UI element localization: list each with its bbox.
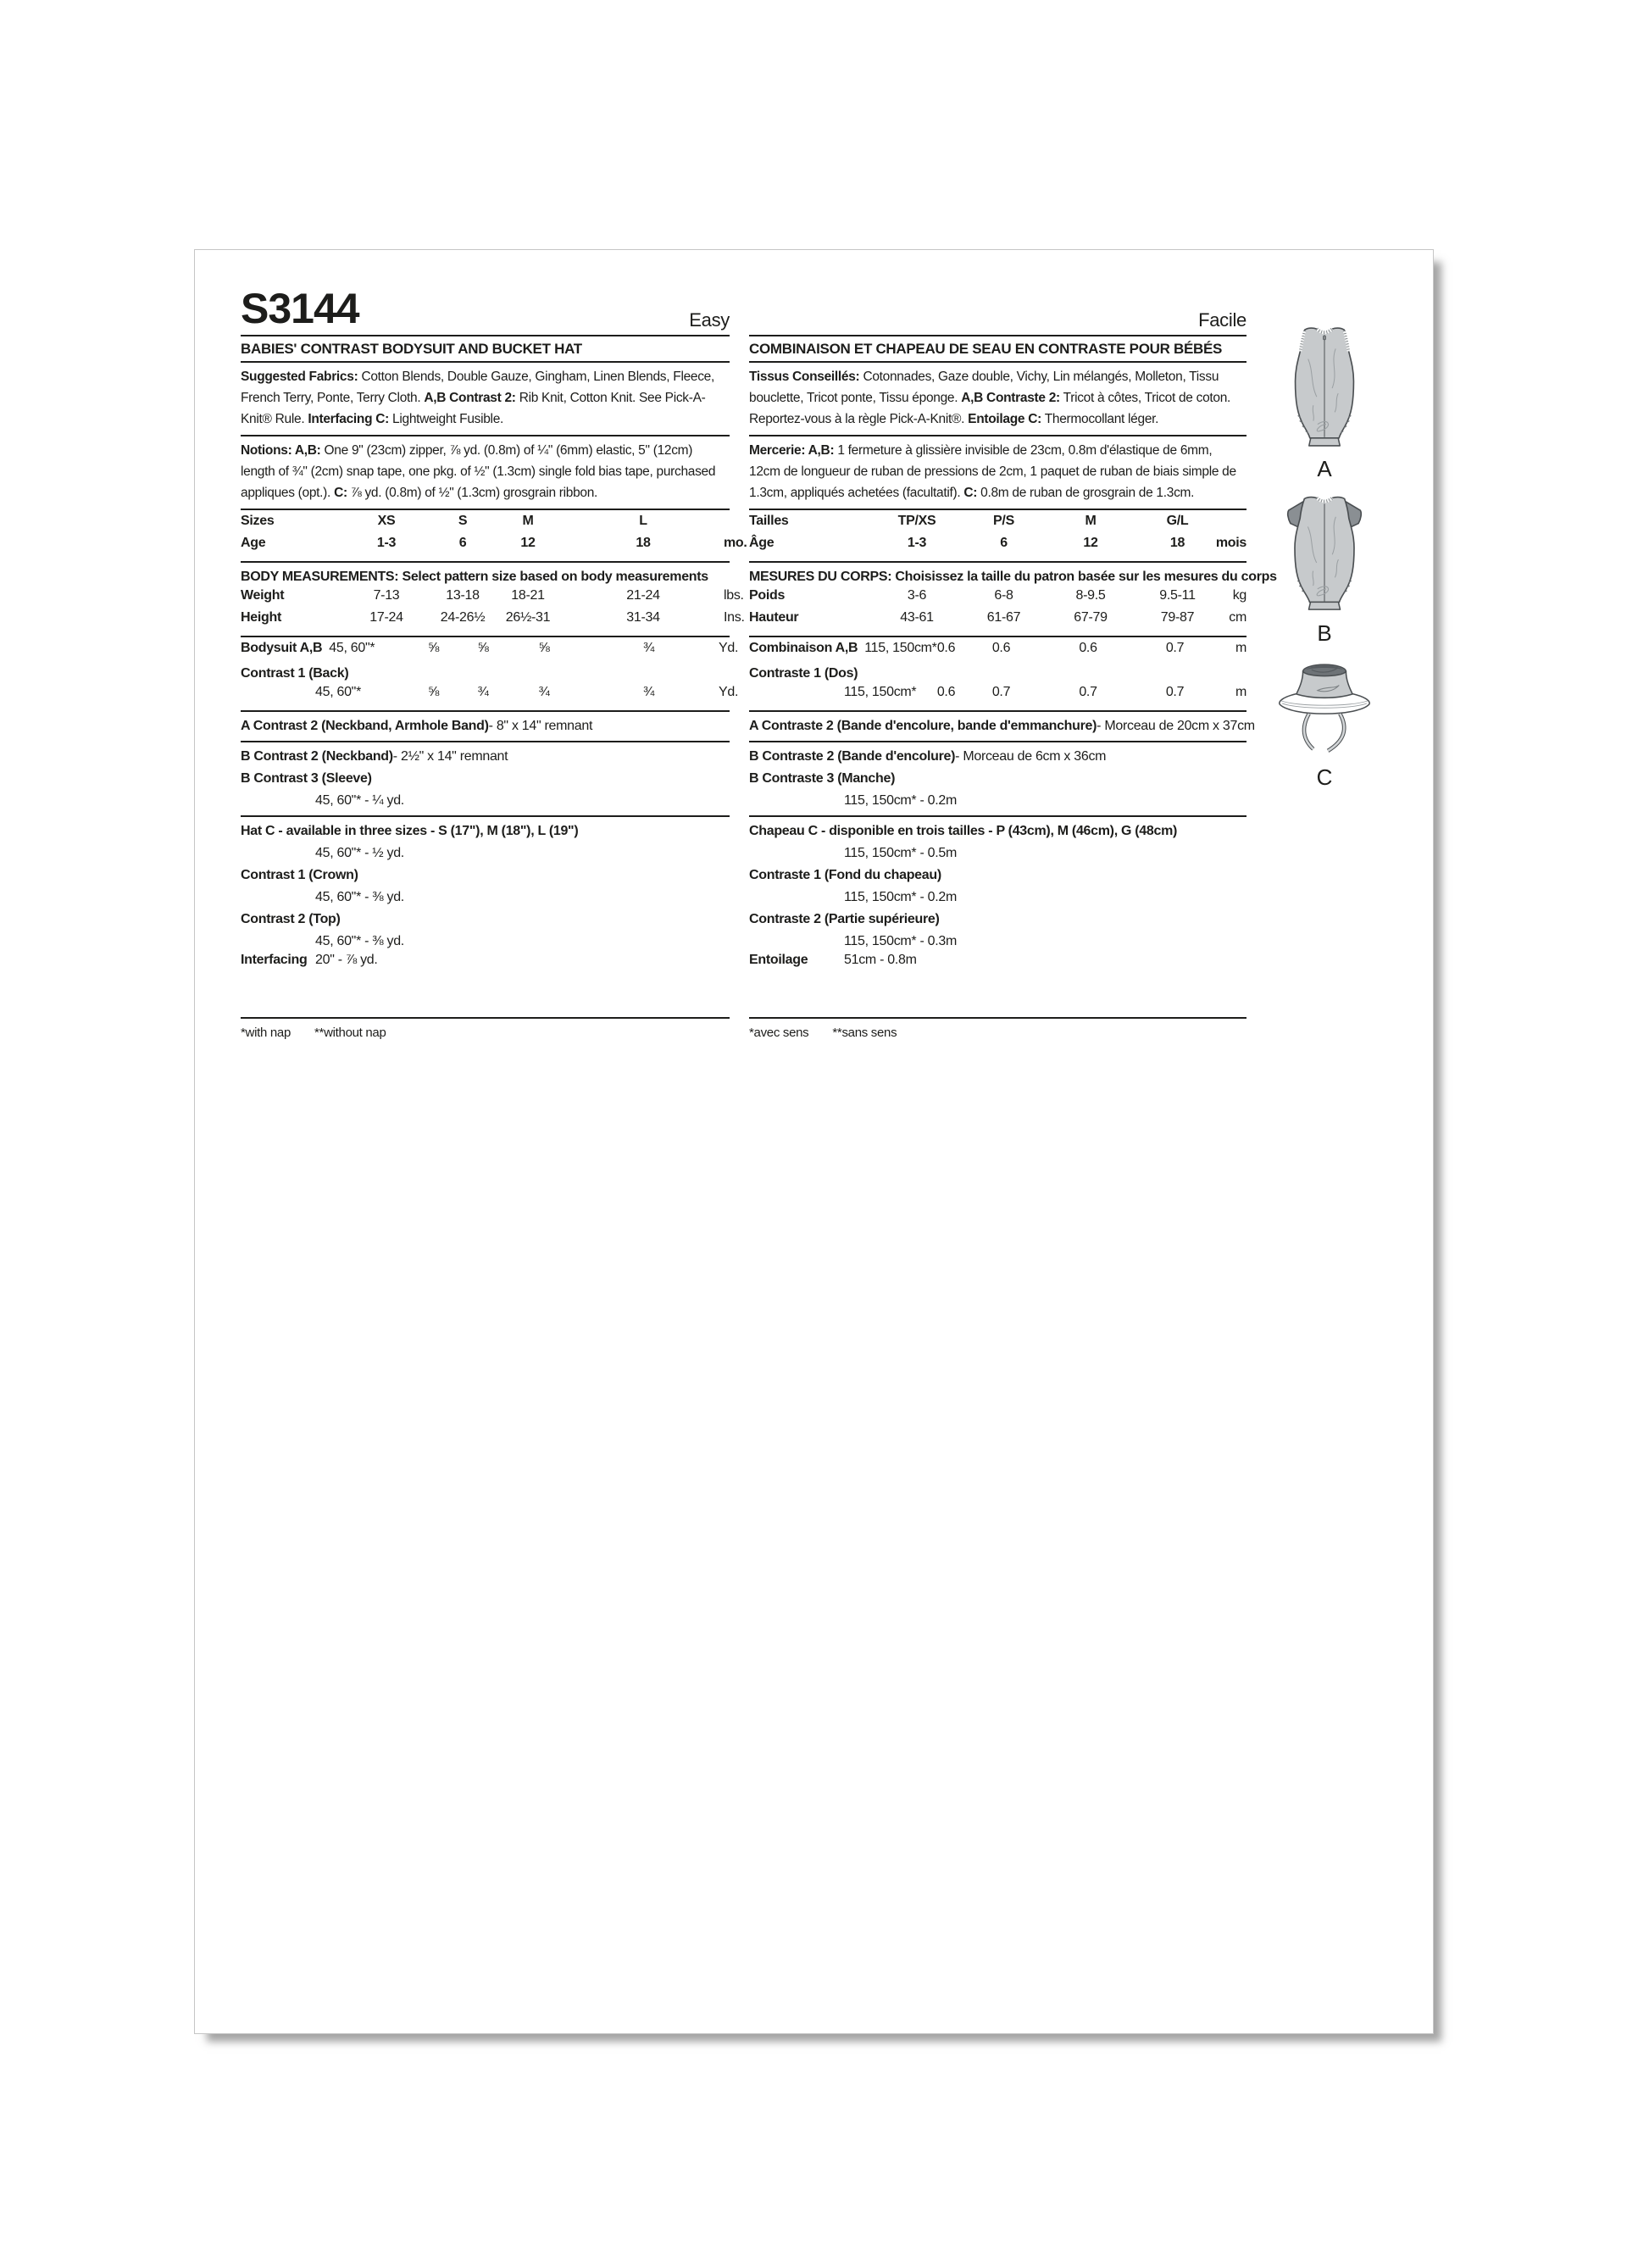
bodysuit-short-sleeve-back-icon [1269,496,1380,619]
rule [241,710,730,712]
bodysuit-yardage-row-fr: Combinaison A,B 115, 150cm* 0.6 0.6 0.6 0.7 m [749,641,1246,655]
pattern-number: S3144 [241,285,359,332]
b-contrast3-label-en: B Contrast 3 (Sleeve) [241,771,372,786]
weight-row-en: Weight 7-13 13-18 18-21 21-24 lbs. [241,588,744,603]
interfacing-row-fr: Entoilage 51cm - 0.8m [749,953,917,967]
contrast1-label-en: Contrast 1 (Back) [241,666,349,681]
a-contrast2-line-en: A Contrast 2 (Neckband, Armhole Band) - 8" x 14" remnant [241,719,593,733]
title-row-en [241,279,730,331]
rule [241,561,730,563]
french-column [749,279,1277,1040]
hat-contrast2-yardage-fr: 115, 150cm* - 0.3m [844,934,958,948]
text-columns [241,279,1277,1040]
hat-contrast1-yardage-fr: 115, 150cm* - 0.2m [844,890,958,904]
rule [749,509,1246,510]
rule [241,509,730,510]
interfacing-row-en: Interfacing 20" - ⅞ yd. [241,953,378,967]
notions-en: Notions: A,B: One 9" (23cm) zipper, ⅞ yd. (0.8m) of ¼" (6mm) elastic, 5" (12cm) length of ¾" (2cm) snap tape, one pkg. of ½" (1.3cm) single fold bias tape, purchased appliques (opt.). C: ⅞ yd. (0.8m) of ½" (1.3cm) grosgrain ribbon. [241,443,716,500]
view-c-label: C [1316,764,1333,790]
rule [749,710,1246,712]
hat-sizes-line-fr: Chapeau C - disponible en trois tailles - P (43cm), M (46cm), G (48cm) [749,824,1178,838]
rule [241,1017,730,1019]
b-contrast3-yardage-en: 45, 60"* - ¼ yd. [315,793,404,808]
rule [749,1017,1246,1019]
a-contrast2-line-fr: A Contraste 2 (Bande d'encolure, bande d'emmanchure) - Morceau de 20cm x 37cm [749,719,1255,733]
notions-fr: Mercerie: A,B: 1 fermeture à glissière invisible de 23cm, 0.8m d'élastique de 6mm, 12cm de longueur de ruban de pressions de 2cm, 1 paquet de ruban de biais simple de 1.3cm, appliqués achetées (facultatif). C: 0.8m de ruban de grosgrain de 1.3cm. [749,443,1236,500]
garment-views [1238,321,1411,791]
rule [241,636,730,637]
bucket-hat-icon [1273,657,1376,763]
contrast1-yardage-row-fr: 115, 150cm* 0.6 0.7 0.7 0.7 m [844,685,1246,699]
contrast1-label-fr: Contraste 1 (Dos) [749,666,858,681]
age-row-fr: Âge 1-3 6 12 18 mois [749,536,1246,550]
rule [749,636,1246,637]
title-row-fr [749,279,1246,331]
sizes-row-fr: Tailles TP/XS P/S M G/L [749,514,1189,528]
rule [749,361,1246,363]
body-measurements-header-fr: MESURES DU CORPS: Choisissez la taille du patron basée sur les mesures du corps [749,570,1277,584]
garment-title-fr: COMBINAISON ET CHAPEAU DE SEAU EN CONTRASTE POUR BÉBÉS [749,341,1223,357]
sizes-row-en: Sizes XS S M L [241,514,647,528]
difficulty-label-en: Easy [689,309,730,331]
english-column [241,279,747,1040]
footnote-en: *with nap **without nap [241,1026,386,1040]
rule [749,815,1246,817]
pattern-envelope-back [194,249,1434,2034]
view-b-label: B [1317,620,1332,646]
spacer [241,975,730,1014]
rule [749,741,1246,742]
hat-sizes-line-en: Hat C - available in three sizes - S (17"), M (18"), L (19") [241,824,579,838]
rule [749,561,1246,563]
suggested-fabrics-en: Suggested Fabrics: Cotton Blends, Double Gauze, Gingham, Linen Blends, Fleece, French Terry, Ponte, Terry Cloth. A,B Contrast 2: Rib Knit, Cotton Knit. See Pick-A-Knit® Rule. Interfacing C: Lightweight Fusible. [241,370,715,426]
rule [241,815,730,817]
hat-contrast1-yardage-en: 45, 60"* - ⅜ yd. [315,890,404,904]
b-contrast2-line-fr: B Contraste 2 (Bande d'encolure) - Morceau de 6cm x 36cm [749,749,1107,764]
age-row-en: Age 1-3 6 12 18 mo. [241,536,747,550]
contrast1-yardage-row-en: 45, 60"* ⅝ ¾ ¾ ¾ Yd. [315,685,739,699]
spacer [749,975,1246,1014]
bodysuit-sleeveless-back-icon [1280,321,1369,454]
height-row-en: Height 17-24 24-26½ 26½-31 31-34 Ins. [241,610,745,625]
bodysuit-yardage-row-en: Bodysuit A,B 45, 60"* ⅝ ⅝ ⅝ ¾ Yd. [241,641,739,655]
hat-contrast2-yardage-en: 45, 60"* - ⅜ yd. [315,934,404,948]
rule [749,335,1246,336]
footnote-fr: *avec sens **sans sens [749,1026,897,1040]
hat-yardage-en: 45, 60"* - ½ yd. [315,846,404,860]
rule [241,741,730,742]
view-b [1269,496,1380,647]
hat-contrast2-label-fr: Contraste 2 (Partie supérieure) [749,912,940,926]
weight-row-fr: Poids 3-6 6-8 8-9.5 9.5-11 kg [749,588,1246,603]
body-measurements-header-en: BODY MEASUREMENTS: Select pattern size based on body measurements [241,570,708,584]
difficulty-label-fr: Facile [1198,309,1246,331]
rule [241,335,730,336]
hat-contrast2-label-en: Contrast 2 (Top) [241,912,341,926]
view-a-label: A [1317,456,1332,481]
view-a [1280,321,1369,482]
garment-title-en: BABIES' CONTRAST BODYSUIT AND BUCKET HAT [241,341,582,357]
rule [749,435,1246,436]
b-contrast3-label-fr: B Contraste 3 (Manche) [749,771,896,786]
rule [241,361,730,363]
view-c [1273,657,1376,791]
b-contrast3-yardage-fr: 115, 150cm* - 0.2m [844,793,958,808]
b-contrast2-line-en: B Contrast 2 (Neckband) - 2½" x 14" remnant [241,749,508,764]
hat-yardage-fr: 115, 150cm* - 0.5m [844,846,958,860]
height-row-fr: Hauteur 43-61 61-67 67-79 79-87 cm [749,610,1246,625]
rule [241,435,730,436]
suggested-fabrics-fr: Tissus Conseillés: Cotonnades, Gaze double, Vichy, Lin mélangés, Molleton, Tissu bouclette, Tricot ponte, Tissu éponge. A,B Contraste 2: Tricot à côtes, Tricot de coton. Reportez-vous à la règle Pick-A-Knit®. Entoilage C: Thermocollant léger. [749,370,1231,426]
hat-contrast1-label-fr: Contraste 1 (Fond du chapeau) [749,868,941,882]
hat-contrast1-label-en: Contrast 1 (Crown) [241,868,358,882]
